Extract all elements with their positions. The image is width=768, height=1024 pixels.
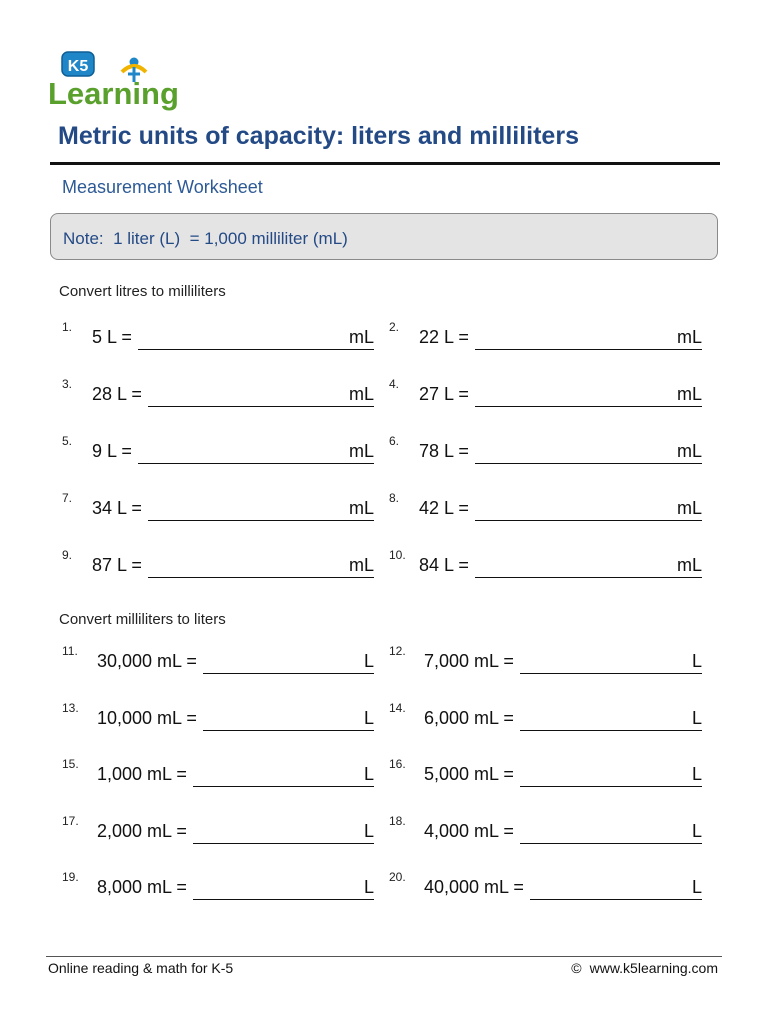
problem-15 [62, 757, 374, 791]
problem-number: 19. [62, 870, 79, 884]
problem-number: 18. [389, 813, 406, 828]
problem-unit: L [691, 651, 702, 671]
footer-url: www.k5learning.com [589, 960, 718, 976]
k5-learning-logo [48, 48, 188, 114]
problem-3 [62, 377, 374, 411]
problem-expression: 27 L = [419, 384, 469, 404]
problem-unit: L [363, 764, 374, 784]
problem-number: 7. [62, 491, 73, 505]
answer-blank[interactable] [520, 673, 702, 674]
problem-unit: mL [676, 555, 702, 575]
problem-unit: mL [676, 327, 702, 347]
problem-4 [389, 377, 702, 411]
logo-badge-text: K5 [67, 58, 89, 75]
problem-14 [389, 701, 702, 735]
problem-number: 10. [389, 548, 406, 562]
problem-expression: 5 L = [92, 327, 132, 347]
answer-blank[interactable] [203, 673, 374, 674]
problem-expression: 42 L = [419, 498, 469, 518]
problem-unit: mL [348, 498, 374, 518]
problem-8 [389, 491, 702, 525]
problem-17 [62, 814, 374, 848]
problem-expression: 5,000 mL = [424, 764, 514, 784]
problem-11 [62, 644, 374, 678]
problem-unit: L [363, 877, 374, 897]
problem-number: 14. [389, 700, 406, 715]
problem-5 [62, 434, 374, 468]
answer-blank[interactable] [193, 899, 374, 900]
footer-divider [46, 956, 722, 957]
problem-expression: 2,000 mL = [97, 820, 187, 841]
answer-blank[interactable] [148, 406, 374, 407]
problem-expression: 40,000 mL = [424, 877, 524, 897]
problem-expression: 10,000 mL = [97, 707, 197, 728]
footer-website [571, 960, 718, 976]
problem-unit: L [363, 707, 374, 728]
section-2-label: Convert milliliters to liters [59, 611, 226, 628]
problem-expression: 22 L = [419, 327, 469, 347]
answer-blank[interactable] [530, 899, 702, 900]
problem-expression: 7,000 mL = [424, 651, 514, 671]
problem-unit: L [691, 877, 702, 897]
title-divider [50, 162, 720, 165]
answer-blank[interactable] [475, 349, 702, 350]
page-title: Metric units of capacity: liters and milliliters [58, 122, 579, 150]
logo-word-text: Learning [48, 76, 179, 111]
answer-blank[interactable] [138, 349, 374, 350]
problem-unit: L [691, 820, 702, 841]
problem-number: 6. [389, 434, 400, 448]
problem-unit: mL [348, 384, 374, 404]
problem-expression: 6,000 mL = [424, 707, 514, 728]
answer-blank[interactable] [138, 463, 374, 464]
problem-number: 17. [62, 813, 79, 828]
problem-unit: L [691, 707, 702, 728]
problem-unit: mL [676, 441, 702, 461]
problem-unit: mL [348, 441, 374, 461]
problem-10 [389, 548, 702, 582]
problem-20 [389, 870, 702, 904]
problem-number: 9. [62, 548, 73, 562]
problem-unit: L [363, 820, 374, 841]
problem-expression: 34 L = [92, 498, 142, 518]
answer-blank[interactable] [203, 730, 374, 731]
answer-blank[interactable] [148, 520, 374, 521]
problem-unit: L [691, 764, 702, 784]
problem-number: 15. [62, 757, 79, 771]
section-1-label: Convert litres to milliliters [59, 283, 226, 300]
problem-unit: L [363, 651, 374, 671]
copyright-symbol: © [571, 960, 582, 976]
problem-number: 11. [62, 644, 78, 658]
problem-expression: 4,000 mL = [424, 820, 514, 841]
problem-1 [62, 320, 374, 354]
answer-blank[interactable] [193, 786, 374, 787]
problem-number: 2. [389, 320, 400, 334]
problem-expression: 78 L = [419, 441, 469, 461]
answer-blank[interactable] [475, 463, 702, 464]
problem-number: 16. [389, 757, 406, 771]
problem-6 [389, 434, 702, 468]
problem-unit: mL [676, 498, 702, 518]
problem-number: 8. [389, 491, 400, 505]
answer-blank[interactable] [475, 577, 702, 578]
problem-unit: mL [676, 384, 702, 404]
problem-unit: mL [348, 327, 374, 347]
problem-expression: 1,000 mL = [97, 764, 187, 784]
problem-12 [389, 644, 702, 678]
problem-expression: 28 L = [92, 384, 142, 404]
problem-9 [62, 548, 374, 582]
answer-blank[interactable] [520, 843, 702, 844]
problem-number: 13. [62, 700, 79, 715]
problem-number: 20. [389, 870, 406, 884]
problem-number: 3. [62, 377, 73, 391]
answer-blank[interactable] [475, 520, 702, 521]
answer-blank[interactable] [148, 577, 374, 578]
answer-blank[interactable] [193, 843, 374, 844]
problem-18 [389, 814, 702, 848]
problem-expression: 87 L = [92, 555, 142, 575]
problem-7 [62, 491, 374, 525]
answer-blank[interactable] [475, 406, 702, 407]
problem-13 [62, 701, 374, 735]
problem-unit: mL [348, 555, 374, 575]
conversion-note: Note: 1 liter (L) = 1,000 milliliter (mL) [50, 213, 718, 260]
answer-blank[interactable] [520, 730, 702, 731]
worksheet-subtitle: Measurement Worksheet [62, 177, 263, 197]
problem-number: 5. [62, 434, 73, 448]
problem-2 [389, 320, 702, 354]
problem-expression: 30,000 mL = [97, 651, 197, 671]
footer-tagline: Online reading & math for K-5 [48, 960, 234, 976]
answer-blank[interactable] [520, 786, 702, 787]
problem-16 [389, 757, 702, 791]
problem-19 [62, 870, 374, 904]
problem-number: 12. [389, 644, 406, 658]
problem-expression: 84 L = [419, 555, 469, 575]
problem-number: 1. [62, 320, 73, 334]
problem-expression: 9 L = [92, 441, 132, 461]
problem-number: 4. [389, 377, 400, 391]
problem-expression: 8,000 mL = [97, 877, 187, 897]
